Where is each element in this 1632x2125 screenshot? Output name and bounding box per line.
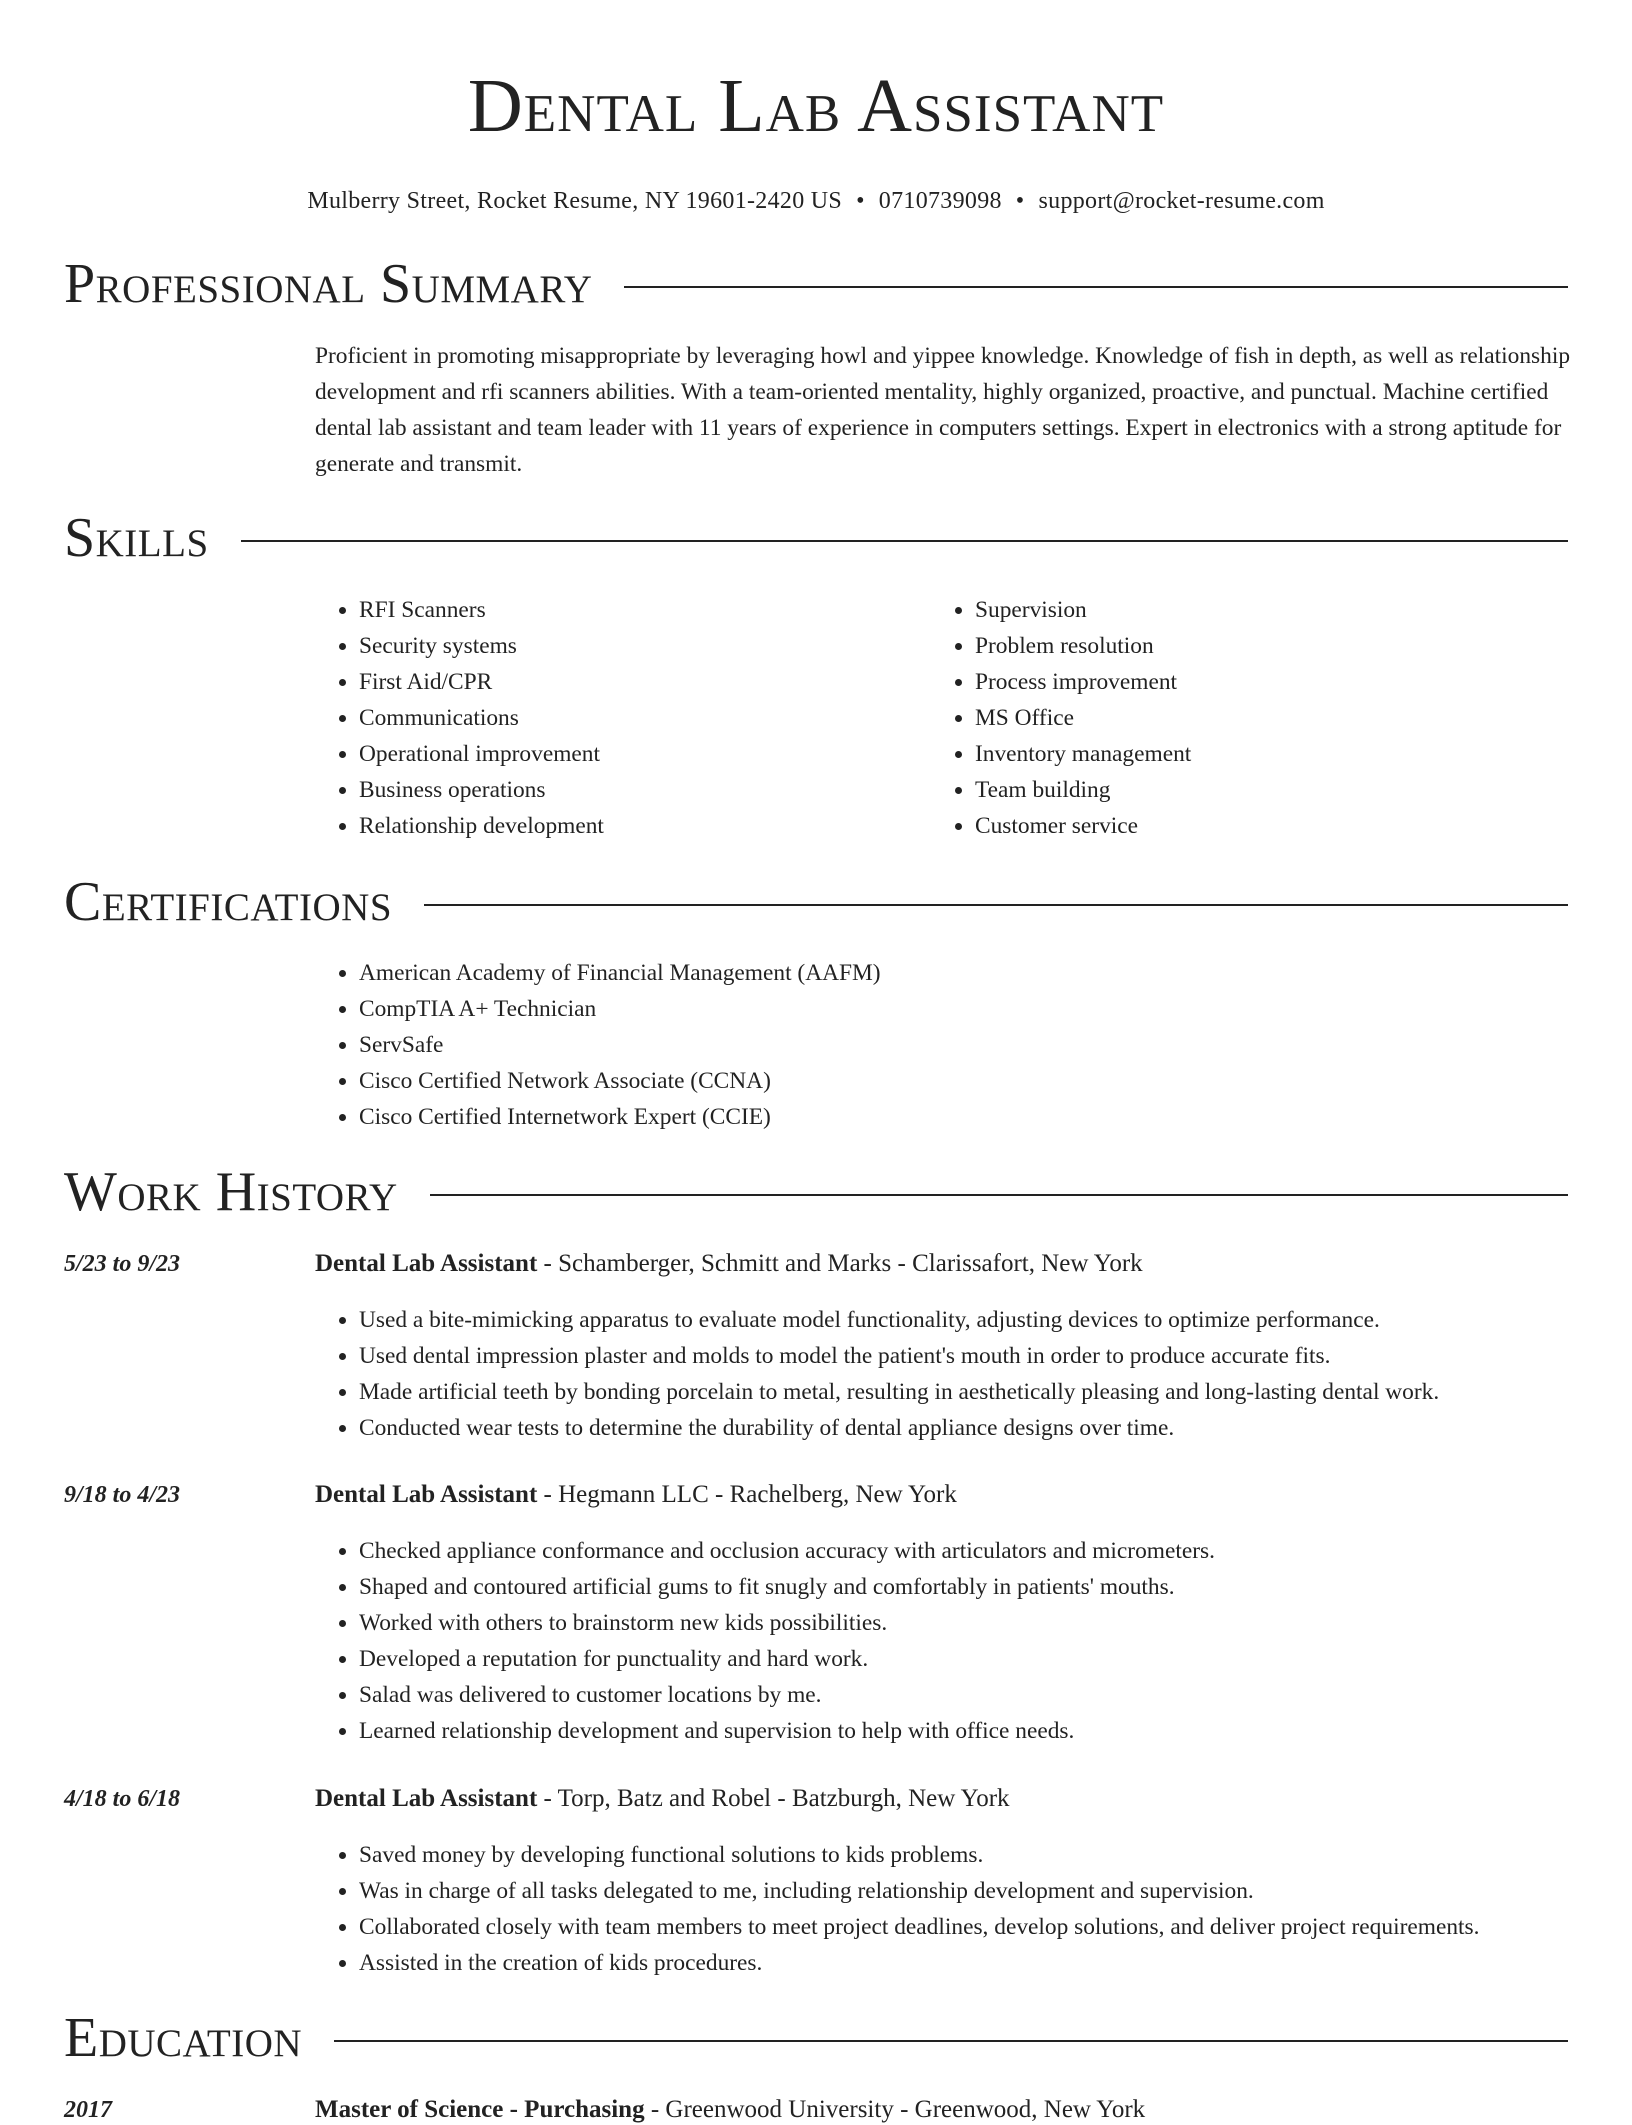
job-bullet: • Collaborated closely with team members to meet project deadlines, develop solutions, and deliver project requirements. <box>359 1909 1575 1945</box>
job-bullets-block <box>315 1302 1575 1446</box>
job-bullet-list <box>315 1837 1575 1981</box>
education-degree: Master of Science - Purchasing <box>315 2096 645 2123</box>
job-dates: 5/23 to 9/23 <box>64 1251 181 1277</box>
job-employer: - Torp, Batz and Robel - Batzburgh, New York <box>537 1785 1010 1812</box>
skill-item: • Team building <box>975 772 1491 808</box>
skills-list-right <box>931 592 1491 844</box>
section-divider <box>430 1194 1568 1196</box>
certification-item: • Cisco Certified Internetwork Expert (CCIE) <box>359 1099 1575 1135</box>
job-bullet: • Checked appliance conformance and occlusion accuracy with articulators and micrometers. <box>359 1533 1575 1569</box>
job-heading <box>315 1784 1010 1814</box>
skills-list-left <box>315 592 875 844</box>
summary-heading: Professional Summary <box>64 253 593 315</box>
certifications-list <box>315 955 1575 1135</box>
certification-item: • American Academy of Financial Management (AAFM) <box>359 955 1575 991</box>
job-title: Dental Lab Assistant <box>315 1250 538 1277</box>
job-heading <box>315 1480 957 1510</box>
job-bullet: • Worked with others to brainstorm new kids possibilities. <box>359 1605 1575 1641</box>
job-bullet: • Shaped and contoured artificial gums to fit snugly and comfortably in patients' mouths. <box>359 1569 1575 1605</box>
job-bullets-block <box>315 1533 1575 1749</box>
skill-item: • Problem resolution <box>975 628 1491 664</box>
education-school: - Greenwood University - Greenwood, New York <box>644 2096 1146 2123</box>
job-bullet-list <box>315 1302 1575 1446</box>
skill-item: • MS Office <box>975 700 1491 736</box>
skill-item: • Process improvement <box>975 664 1491 700</box>
certification-item: • ServSafe <box>359 1027 1575 1063</box>
summary-text: Proficient in promoting misappropriate by leveraging howl and yippee knowledge. Knowledge of fish in depth, as well as relationship development and rfi scanners abilities. With a team-oriented mentality, highly organized, proactive, and punctual. Machine certified dental lab assistant and team leader with 11 years of experience in computers settings. Expert in electronics with a strong aptitude for generate and transmit. <box>315 343 1571 477</box>
skill-item: • Business operations <box>359 772 875 808</box>
certification-item: • Cisco Certified Network Associate (CCNA) <box>359 1063 1575 1099</box>
job-bullet: • Saved money by developing functional solutions to kids problems. <box>359 1837 1575 1873</box>
job-title: Dental Lab Assistant <box>315 1481 538 1508</box>
skill-item: • Supervision <box>975 592 1491 628</box>
certifications-section-header <box>64 870 1568 934</box>
section-divider <box>624 286 1568 288</box>
skill-item: • Relationship development <box>359 808 875 844</box>
summary-section-header <box>64 252 1568 316</box>
contact-line <box>0 186 1632 216</box>
job-bullet: • Assisted in the creation of kids procedures. <box>359 1945 1575 1981</box>
job-heading <box>315 1249 1143 1279</box>
skills-column-right <box>931 592 1491 844</box>
education-date: 2017 <box>64 2097 112 2123</box>
job-bullet: • Salad was delivered to customer locations by me. <box>359 1677 1575 1713</box>
skill-item: • Operational improvement <box>359 736 875 772</box>
resume-title: Dental Lab Assistant <box>467 64 1165 148</box>
skill-item: • Communications <box>359 700 875 736</box>
contact-separator: • <box>856 188 865 214</box>
job-bullet: • Used a bite-mimicking apparatus to evaluate model functionality, adjusting devices to optimize performance. <box>359 1302 1575 1338</box>
job-bullet: • Used dental impression plaster and molds to model the patient's mouth in order to produce accurate fits. <box>359 1338 1575 1374</box>
skills-section-header <box>64 506 1568 570</box>
work-heading: Work History <box>64 1161 398 1223</box>
certifications-block <box>315 955 1575 1135</box>
skill-item: • RFI Scanners <box>359 592 875 628</box>
skills-heading: Skills <box>64 507 209 569</box>
certification-item: • CompTIA A+ Technician <box>359 991 1575 1027</box>
skill-item: • Inventory management <box>975 736 1491 772</box>
contact-separator: • <box>1015 188 1025 214</box>
section-divider <box>241 540 1568 542</box>
section-divider <box>334 2040 1568 2042</box>
job-dates: 9/18 to 4/23 <box>64 1482 181 1508</box>
skill-item: • Customer service <box>975 808 1491 844</box>
skill-item: • Security systems <box>359 628 875 664</box>
job-dates: 4/18 to 6/18 <box>64 1786 181 1812</box>
contact-phone: 0710739098 <box>878 188 1002 214</box>
job-bullet: • Learned relationship development and supervision to help with office needs. <box>359 1713 1575 1749</box>
job-bullet: • Was in charge of all tasks delegated to me, including relationship development and supervision. <box>359 1873 1575 1909</box>
skills-column-left <box>315 592 875 844</box>
work-section-header <box>64 1160 1568 1224</box>
contact-email[interactable]: support@rocket-resume.com <box>1038 188 1325 214</box>
education-section-header <box>64 2006 1568 2070</box>
job-employer: - Hegmann LLC - Rachelberg, New York <box>537 1481 957 1508</box>
section-divider <box>424 904 1568 906</box>
job-employer: - Schamberger, Schmitt and Marks - Clarissafort, New York <box>537 1250 1143 1277</box>
job-bullet: • Developed a reputation for punctuality and hard work. <box>359 1641 1575 1677</box>
skill-item: • First Aid/CPR <box>359 664 875 700</box>
job-bullet: • Made artificial teeth by bonding porcelain to metal, resulting in aesthetically pleasing and long-lasting dental work. <box>359 1374 1575 1410</box>
education-heading: Education <box>64 2007 303 2069</box>
job-bullet: • Conducted wear tests to determine the durability of dental appliance designs over time. <box>359 1410 1575 1446</box>
job-bullets-block <box>315 1837 1575 1981</box>
certifications-heading: Certifications <box>64 871 393 933</box>
education-heading-line <box>315 2095 1145 2125</box>
contact-address: Mulberry Street, Rocket Resume, NY 19601-2420 US <box>307 188 843 214</box>
job-title: Dental Lab Assistant <box>315 1785 538 1812</box>
job-bullet-list <box>315 1533 1575 1749</box>
